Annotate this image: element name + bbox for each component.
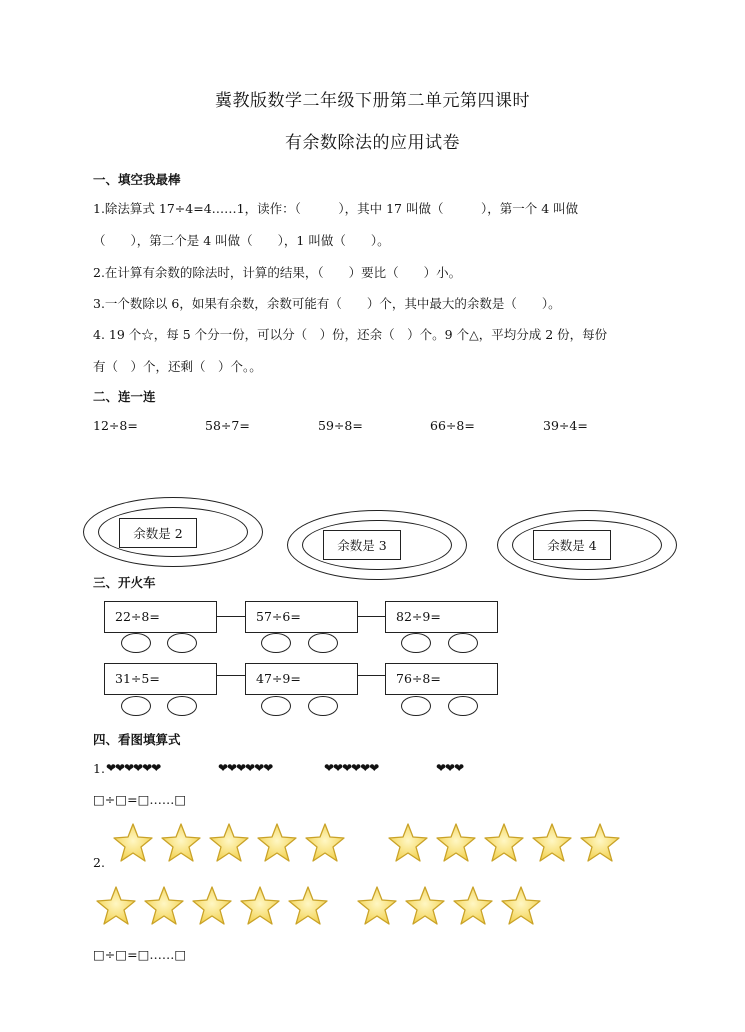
- star-icon: [112, 823, 154, 863]
- train-car: 76÷8=: [385, 663, 498, 695]
- train-link: [217, 616, 245, 617]
- heart-group: ❤❤❤: [436, 761, 464, 775]
- star-icon: [256, 823, 298, 863]
- train-wheel: [308, 633, 338, 653]
- star-icon: [579, 823, 621, 863]
- remainder-box-3[interactable]: 余数是 3: [323, 530, 401, 560]
- match-equation: 66÷8=: [430, 418, 475, 433]
- train-link: [217, 675, 245, 676]
- match-equation: 59÷8=: [318, 418, 363, 433]
- question-line: （ ），第二个是 4 叫做（ ），1 叫做（ ）。: [93, 233, 390, 248]
- formula-blanks: □÷□=□……□: [93, 947, 187, 962]
- train-car: 22÷8=: [104, 601, 217, 633]
- train-wheel: [401, 696, 431, 716]
- train-car: 47÷9=: [245, 663, 358, 695]
- star-icon: [160, 823, 202, 863]
- train-car: 57÷6=: [245, 601, 358, 633]
- train-car: 82÷9=: [385, 601, 498, 633]
- star-icon: [435, 823, 477, 863]
- heart-group: ❤❤❤❤❤❤: [324, 761, 379, 775]
- train-link: [358, 675, 386, 676]
- star-icon: [239, 886, 281, 926]
- star-icon: [531, 823, 573, 863]
- match-equation: 58÷7=: [205, 418, 250, 433]
- star-icon: [95, 886, 137, 926]
- match-equation: 39÷4=: [543, 418, 588, 433]
- train-wheel: [401, 633, 431, 653]
- train-wheel: [448, 633, 478, 653]
- heart-group: ❤❤❤❤❤❤: [106, 761, 161, 775]
- star-icon: [452, 886, 494, 926]
- page-subtitle: 有余数除法的应用试卷: [285, 133, 460, 153]
- train-wheel: [261, 633, 291, 653]
- star-icon: [500, 886, 542, 926]
- question-line: 3.一个数除以 6，如果有余数，余数可能有（ ）个，其中最大的余数是（ ）。: [93, 296, 561, 311]
- train-wheel: [121, 696, 151, 716]
- star-icon: [191, 886, 233, 926]
- train-wheel: [167, 696, 197, 716]
- question-line: 1.除法算式 17÷4=4……1，读作：（ ），其中 17 叫做（ ），第一个 4 叫做: [93, 201, 579, 216]
- remainder-box-4[interactable]: 余数是 4: [533, 530, 611, 560]
- train-wheel: [167, 633, 197, 653]
- remainder-box-2[interactable]: 余数是 2: [119, 518, 197, 548]
- section1-heading: 一、填空我最棒: [93, 172, 181, 187]
- section2-heading: 二、连一连: [93, 389, 156, 404]
- heart-group: ❤❤❤❤❤❤: [218, 761, 273, 775]
- star-icon: [208, 823, 250, 863]
- train-wheel: [308, 696, 338, 716]
- train-wheel: [261, 696, 291, 716]
- formula-blanks: □÷□=□……□: [93, 792, 187, 807]
- star-icon: [304, 823, 346, 863]
- star-icon: [483, 823, 525, 863]
- train-car: 31÷5=: [104, 663, 217, 695]
- star-icon: [143, 886, 185, 926]
- question-number: 2.: [93, 855, 105, 870]
- page-title: 冀教版数学二年级下册第二单元第四课时: [215, 91, 530, 111]
- train-link: [358, 616, 386, 617]
- train-wheel: [448, 696, 478, 716]
- question-number: 1.: [93, 761, 105, 776]
- question-line: 4. 19 个☆，每 5 个分一份，可以分（ ）份，还余（ ）个。9 个△，平均分成 2 份，每份: [93, 327, 608, 342]
- question-line: 有（ ）个，还剩（ ）个。。: [93, 359, 262, 374]
- star-icon: [404, 886, 446, 926]
- question-line: 2.在计算有余数的除法时，计算的结果，（ ）要比（ ）小。: [93, 265, 462, 280]
- match-equation: 12÷8=: [93, 418, 138, 433]
- star-icon: [287, 886, 329, 926]
- section4-heading: 四、看图填算式: [93, 732, 181, 747]
- section3-heading: 三、开火车: [93, 575, 156, 590]
- train-wheel: [121, 633, 151, 653]
- star-icon: [356, 886, 398, 926]
- star-icon: [387, 823, 429, 863]
